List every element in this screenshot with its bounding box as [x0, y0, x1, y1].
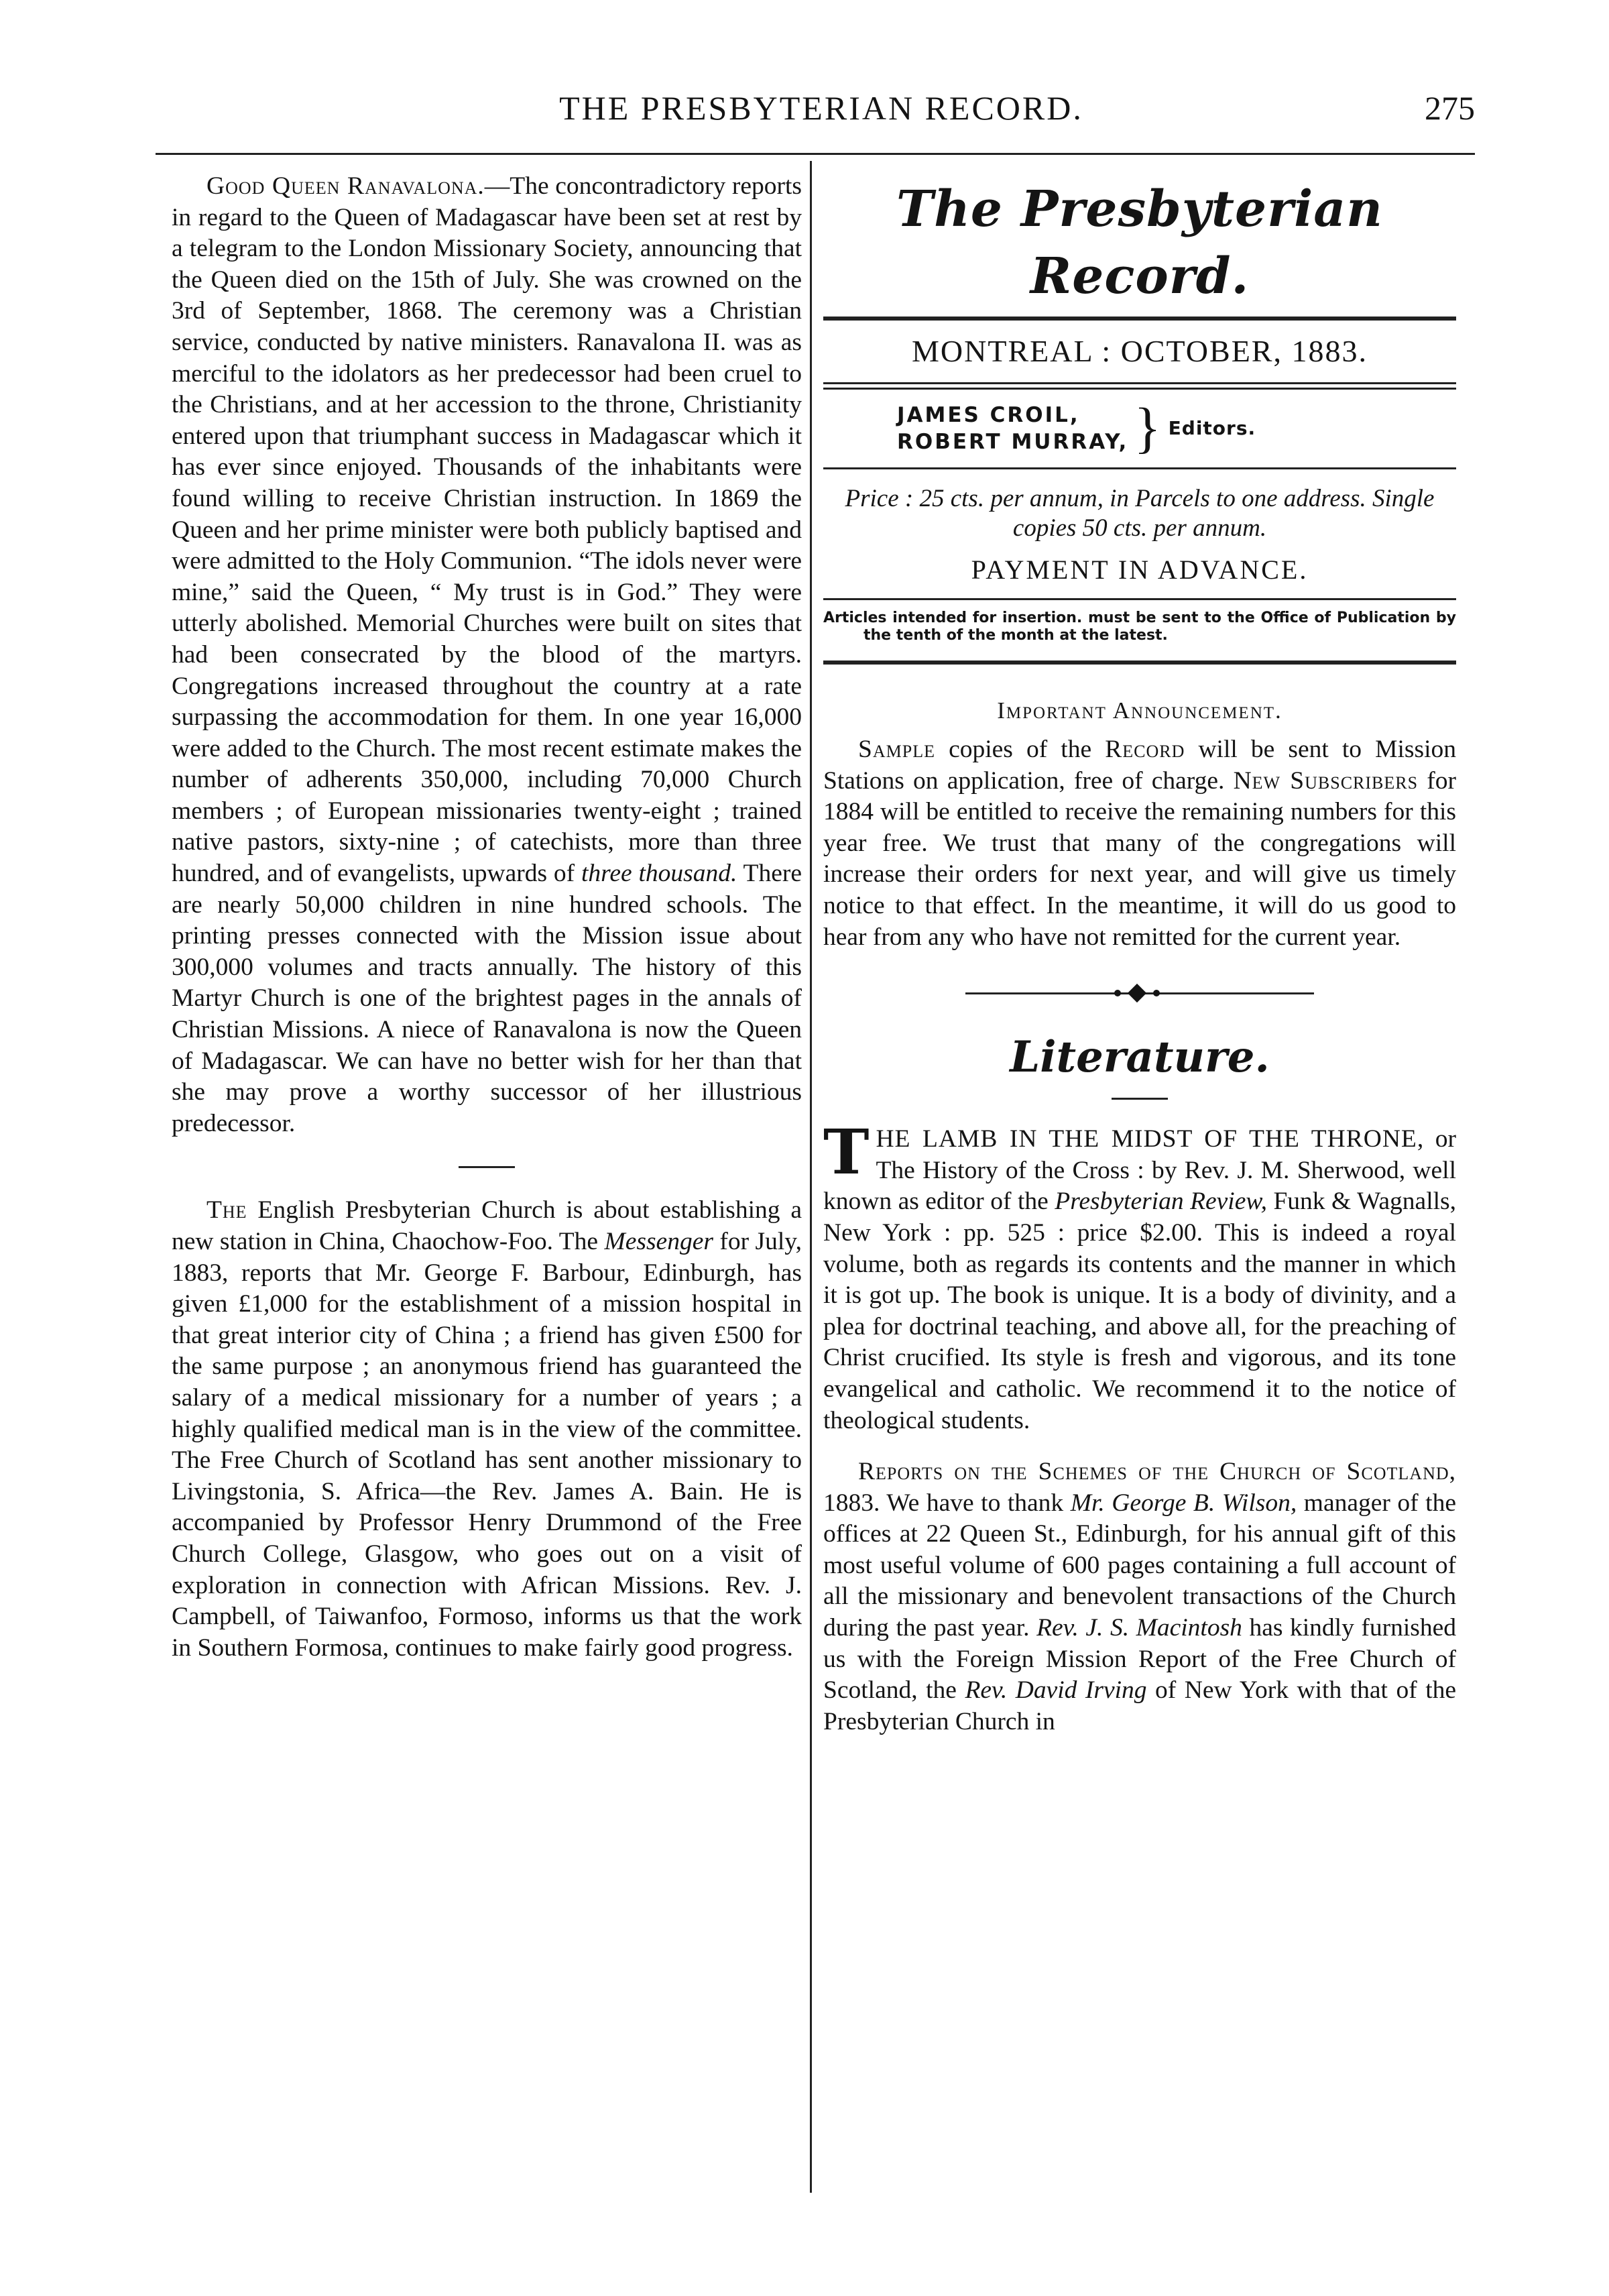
review-text: 1883. We have to thank [823, 1489, 1071, 1517]
announcement-body [823, 734, 1456, 953]
review-text: manager of the offices at 22 Queen St., Edinburgh, for his annual gift of this most useful volume of 600 pages containing a full account of all the missionary and benevolent transactions of the Church during the past year. [823, 1489, 1456, 1642]
announcement-text: copies of the [935, 736, 1106, 763]
section-rule [459, 1166, 515, 1168]
right-column [823, 176, 1456, 1737]
review-text: of New York with that of the Presbyterian Church in [823, 1676, 1457, 1735]
editors-block [897, 397, 1456, 459]
payment-rule [823, 598, 1456, 600]
person-name: Rev. David Irving [965, 1676, 1147, 1705]
article-body: English Presbyterian Church is about establishing a new station in China, Chaochow-Foo. The [172, 1196, 802, 1255]
article-english-church [172, 1195, 802, 1664]
article-emphasis: Messenger [604, 1228, 713, 1255]
announcement-heading: Important Announcement. [997, 697, 1283, 724]
brace-glyph: } [1134, 397, 1163, 459]
editor-name: JAMES CROIL, [897, 403, 1080, 427]
editor-names [897, 402, 1128, 455]
reports-title: Reports on the Schemes of the Church of Scotland, [858, 1458, 1456, 1486]
announcement-lead: Sample [858, 736, 935, 763]
article-body-end: There are nearly 50,000 children in nine hundred schools. The printing presses connected with the Mission issue about 300,000 volumes and tracts annually. The history of this Martyr Church is one of the brightest pages in the annals of Christian Missions. A niece of Ranavalona is now the Queen of Madagascar. We can have no better wish for her than that she may prove a worthy successor of her illustrious predecessor. [172, 860, 802, 1137]
review-emphasis: Presbyterian Review, [1055, 1188, 1267, 1216]
article-good-queen [172, 171, 802, 1139]
review-text: has kindly furnished us with the Foreign Mission Report of the Free Church of Scotland, the [823, 1614, 1456, 1705]
notice-rule [823, 661, 1456, 665]
review-lamb [823, 1116, 1456, 1436]
article-body: —The concontradictory reports in regard to the Queen of Madagascar have been set at rest by a telegram to the London Missionary Society, announcing that the Queen died on the 15th of July. She was crowned on the 3rd of September, 1868. The ceremony was a Christian service, conducted by native ministers. Ranavalona II. was as merciful to the idolators as her predecessor had been cruel to the Christians, and at her accession to the throne, Christianity entered upon that triumphant success in Madagascar which it has ever since enjoyed. Thousands of the inhabitants were found willing to receive Christian instruction. In 1869 the Queen and her prime minister were both publicly baptised and were admitted to the Holy Communion. “The idols never were mine,” said the Queen, “ My trust is in God.” They were utterly abolished. Memorial Churches were built on sites that had been consecrated by the blood of the martyrs. Congregations increased throughout the country at a rate surpassing the accommodation for them. In one year 16,000 were added to the Church. The most recent estimate makes the number of adherents 350,000, including 70,000 Church members ; of European missionaries twenty-eight ; trained native pastors, sixty-nine ; of catechists, more than three hundred, and of evangelists, upwards of [172, 172, 802, 888]
masthead: The Presbyterian Record. [896, 180, 1383, 305]
paragraph-gap [823, 1436, 1456, 1456]
editors-rule [823, 467, 1456, 469]
editors-label: Editors. [1168, 417, 1256, 439]
ornament-divider [965, 980, 1314, 1007]
new-subscribers: New Subscribers [1233, 766, 1419, 795]
dateline-rule [823, 382, 1456, 390]
page-number: 275 [1425, 89, 1475, 127]
ornament-dot [1153, 990, 1160, 996]
article-body: for July, 1883, reports that Mr. George F. Barbour, Edinburgh, has given £1,000 for the establishment of a mission hospital in that great interior city of China ; a friend has given £500 for the same purpose ; an anonymous friend has guaranteed the salary of a medical missionary for a number of years ; a highly qualified medical man is in the view of the committee. The Free Church of Scotland has sent another missionary to Livingstonia, S. Africa—the Rev. James A. Bain. He is accompanied by Professor Henry Drummond of the Free Church College, Glasgow, who goes out on a visit of exploration in connection with African Missions. Rev. J. Campbell, of Taiwanfoo, Formoso, informs us that the work in Southern Formosa, continues to make fairly good progress. [172, 1228, 802, 1662]
review-text: or The History of the Cross : by Rev. J. M. Sherwood, well known as editor of the [823, 1125, 1456, 1216]
article-heading: Good Queen Ranavalona. [206, 172, 485, 200]
record-name: Record [1105, 736, 1185, 763]
article-emphasis: three thousand. [581, 860, 737, 888]
ornament-dot [1114, 990, 1121, 996]
column-divider [810, 161, 812, 2193]
review-reports [823, 1456, 1456, 1737]
drop-cap: T [823, 1116, 870, 1189]
editor-name: ROBERT MURRAY, [897, 430, 1129, 454]
left-column [172, 171, 802, 1664]
review-text: Funk & Wagnalls, New York : pp. 525 : price $2.00. This is indeed a royal volume, both as regards its contents and the manner in which it is got up. The book is unique. It is a body of divinity, and a plea for doctrinal teaching, and above all, for the preaching of Christ crucified. Its style is fresh and vigorous, and its tone evangelical and catholic. We recommend it to the notice of theological students. [823, 1188, 1456, 1434]
announcement-text: will be sent to Mission Stations on application, free of charge. [823, 736, 1456, 795]
running-head [168, 89, 1475, 135]
person-name: Mr. George B. Wilson, [1070, 1489, 1297, 1517]
literature-heading: Literature. [1010, 1032, 1270, 1083]
literature-rule [1112, 1098, 1168, 1100]
person-name: Rev. J. S. Macintosh [1036, 1614, 1242, 1642]
header-rule [156, 153, 1475, 155]
article-lead: The [206, 1196, 247, 1224]
insertion-notice: Articles intended for insertion. must be sent to the Office of Publication by the tenth of the month at the latest. [823, 610, 1456, 644]
book-title: HE LAMB IN THE MIDST OF THE THRONE, [876, 1125, 1425, 1153]
announcement-text: for 1884 will be entitled to receive the remaining numbers for this year free. We trust that many of the congregations will increase their orders for next year, and will give us timely notice to that effect. In the meantime, it will do us good to hear from any who have not remitted for the current year. [823, 766, 1456, 951]
payment-notice: PAYMENT IN ADVANCE. [971, 555, 1309, 585]
price-line: Price : 25 cts. per annum, in Parcels to one address. Single copies 50 cts. per annum. [845, 485, 1435, 542]
running-title: THE PRESBYTERIAN RECORD. [559, 89, 1083, 127]
ornament-diamond [1128, 984, 1146, 1002]
dateline: MONTREAL : OCTOBER, 1883. [912, 334, 1368, 368]
masthead-rule [823, 317, 1456, 321]
